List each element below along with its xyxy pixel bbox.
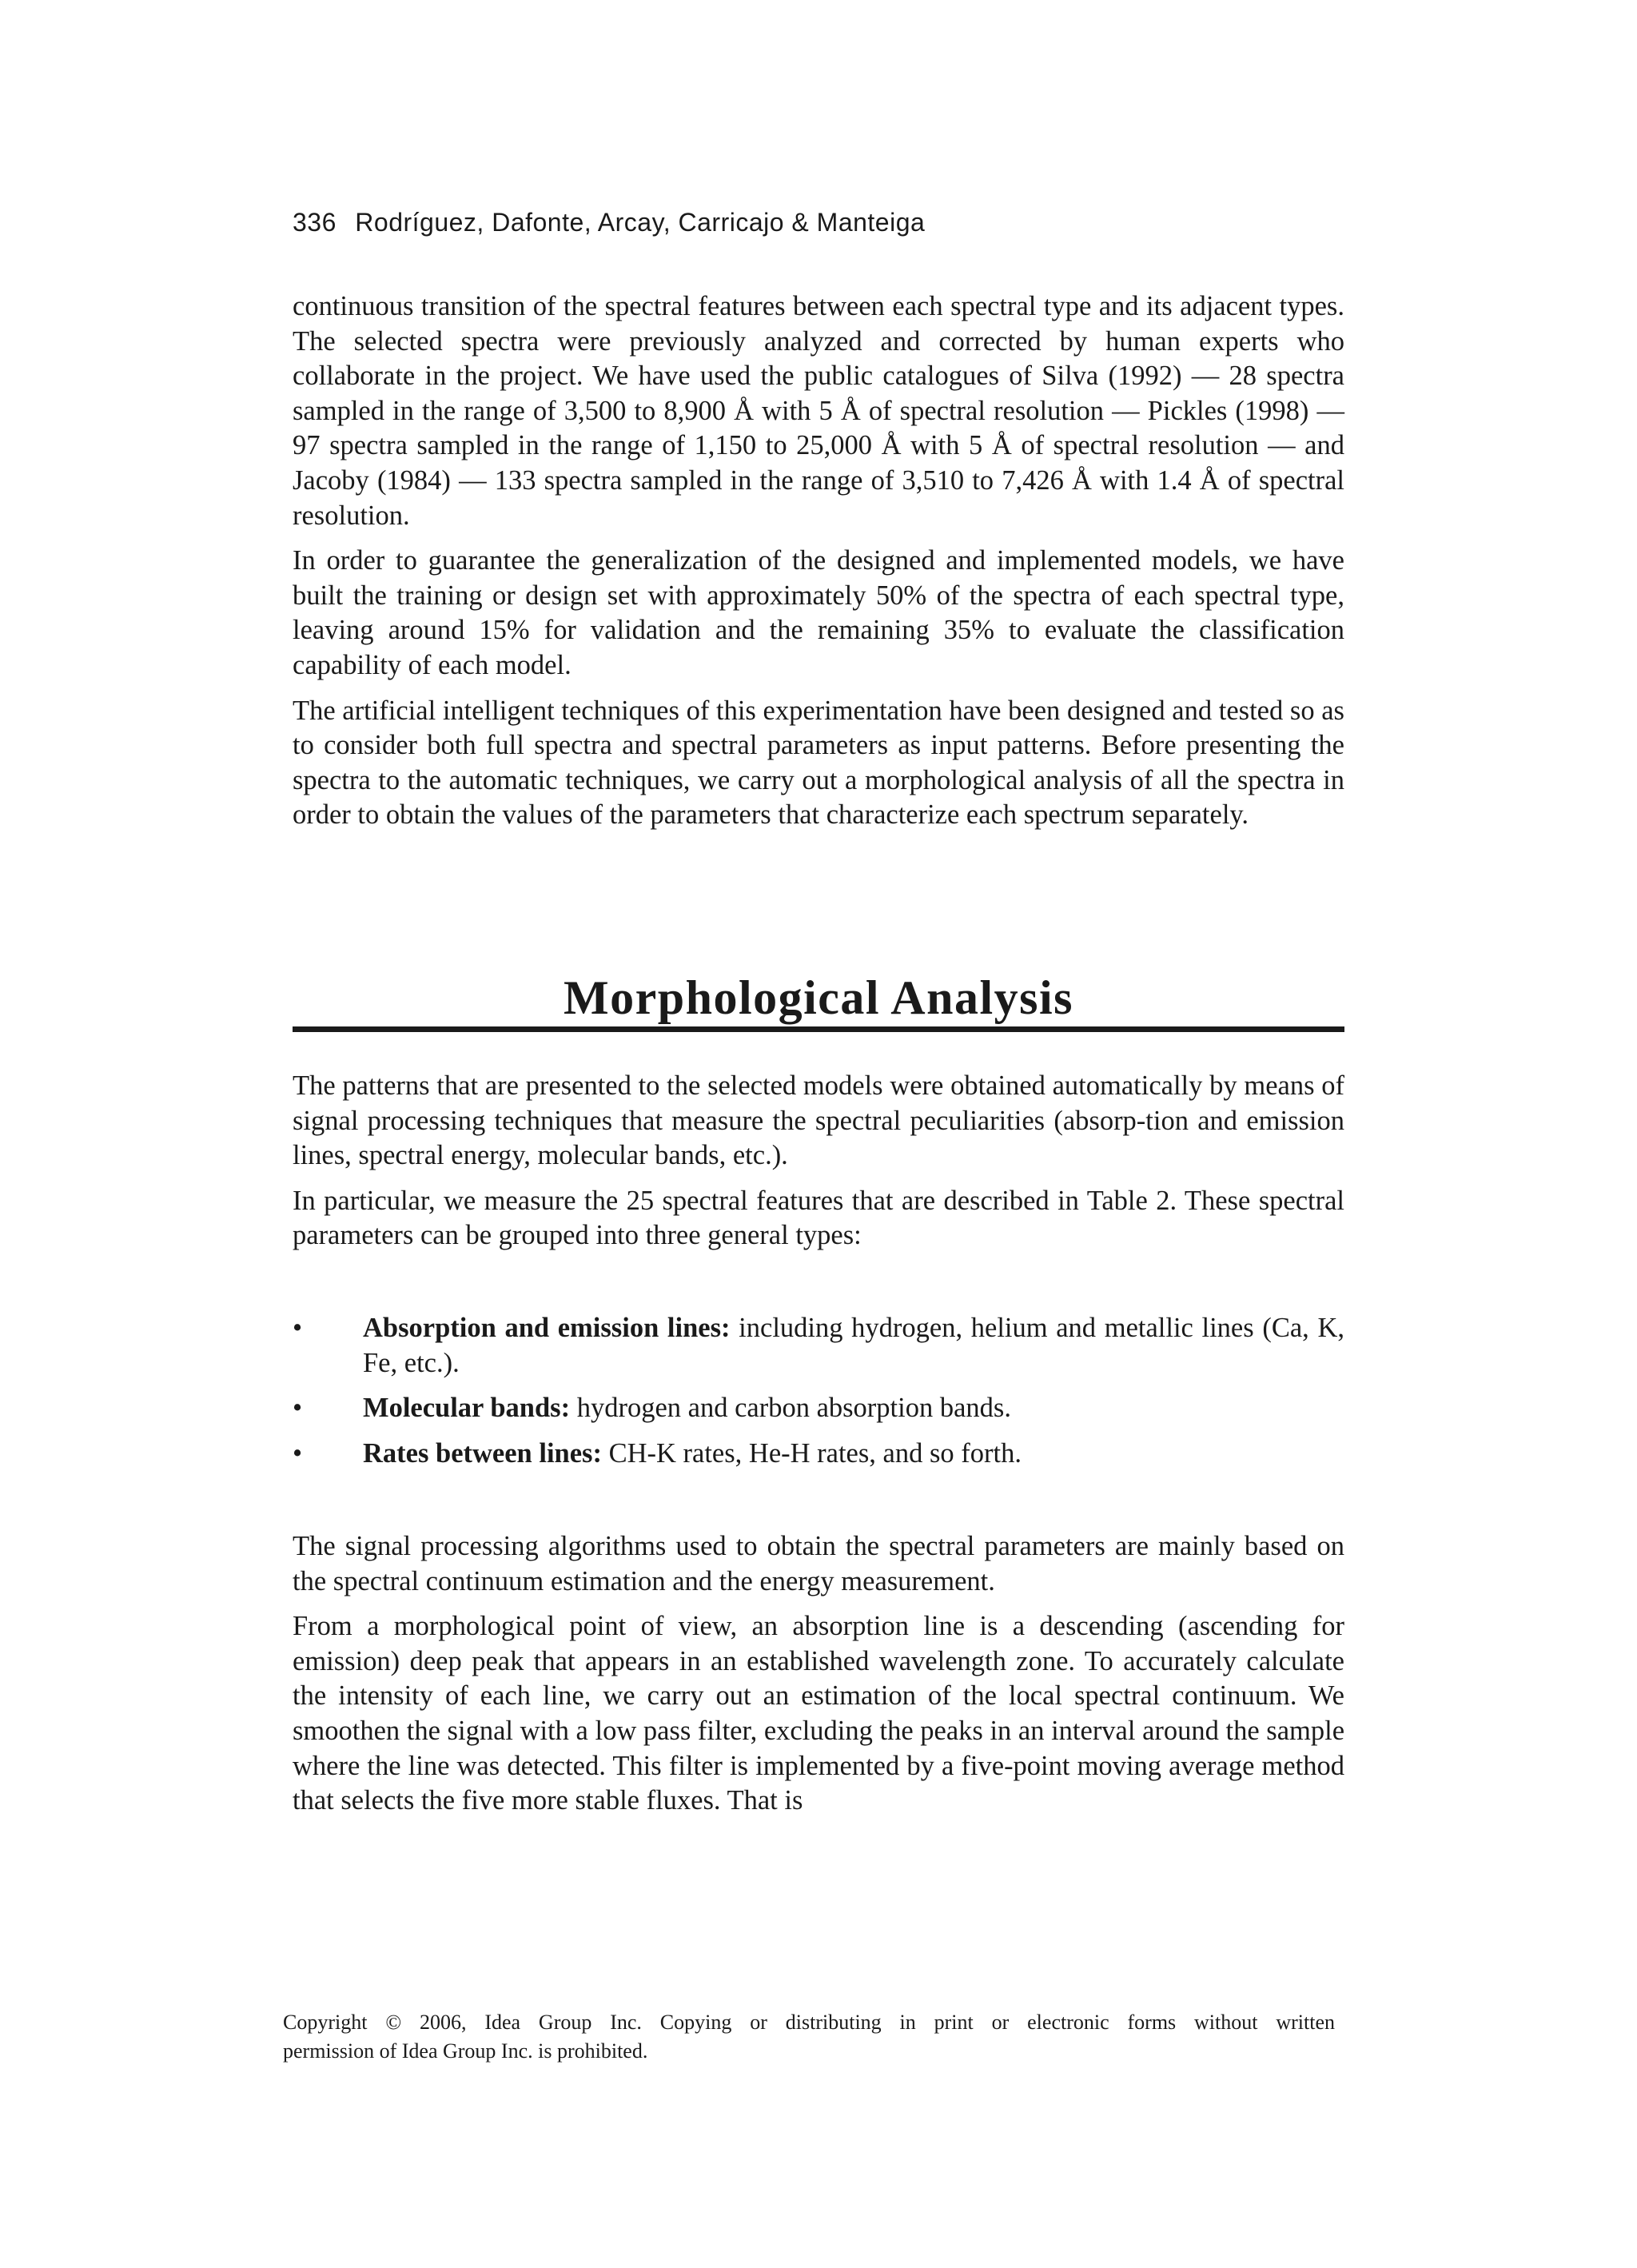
bullet-term: Molecular bands:: [363, 1393, 571, 1424]
paragraph: From a morphological point of view, an absorption line is a descending (ascending for emission) deep peak that appears in an established wavelength zone. To accurately calculate the intensity of each line, we carry out an estimation of the local spectral continuum. We smoothen the signal with a low pass filter, excluding the peaks in an interval around the sample where the line was detected. This filter is implemented by a five-point moving average method that selects the five more stable fluxes. That is: [293, 1611, 1345, 1816]
intro-text-block: [293, 289, 1344, 843]
paragraph: continuous transition of the spectral features between each spectral type and its adjacent types. The selected spectra were previously analyzed and corrected by human experts who collaborate in the project. We have used the public catalogues of Silva (1992) — 28 spectra sampled in the range of 3,500 to 8,900 Å with 5 Å of spectral resolution — Pickles (1998) — 97 spectra sampled in the range of 1,150 to 25,000 Å with 5 Å of spectral resolution — and Jacoby (1984) — 133 spectra sampled in the range of 3,510 to 7,426 Å with 1.4 Å of spectral resolution.: [293, 291, 1344, 531]
paragraph: The patterns that are presented to the selected models were obtained automatically by means of signal processing techniques that measure the spectral peculiarities (absorp-tion and emission lines, spectral energy, molecular bands, etc.).: [293, 1070, 1344, 1171]
paragraph: In order to guarantee the generalization of the designed and implemented models, we have built the training or design set with approximately 50% of the spectra of each spectral type, leaving around 15% for validation and the remaining 35% to evaluate the classification capability of each model.: [293, 545, 1344, 680]
closing-text-block: [293, 1529, 1344, 1829]
page-number: 336: [293, 208, 337, 237]
bullet-symbol: •: [293, 1313, 303, 1343]
bullet-symbol: •: [293, 1437, 303, 1469]
paragraph: The artificial intelligent techniques of this experimentation have been designed and tested so as to consider both full spectra and spectral parameters as input patterns. Before presenting the spectra to the automatic techniques, we carry out a morphological analysis of all the spectra in order to obtain the values of the parameters that characterize each spectrum separately.: [293, 695, 1344, 831]
bullet-text: including hydrogen, helium and metallic lines (Ca, K, Fe, etc.).: [363, 1313, 1344, 1378]
copyright-line-2: permission of Idea Group Inc. is prohibited.: [283, 2039, 648, 2063]
bullet-text: CH-K rates, He-H rates, and so forth.: [601, 1437, 1022, 1469]
bullet-item: [293, 1391, 1344, 1426]
bullet-item: [293, 1437, 1344, 1472]
heading-underline-rule: [293, 1026, 1344, 1032]
bullet-text: hydrogen and carbon absorption bands.: [570, 1393, 1011, 1424]
copyright-line-1: Copyright © 2006, Idea Group Inc. Copying or distributing in print or electronic forms without written: [283, 2011, 1335, 2034]
running-head-authors: Rodríguez, Dafonte, Arcay, Carricajo & Manteiga: [355, 208, 926, 237]
bullet-term: Rates between lines:: [363, 1437, 602, 1469]
bullet-list: [293, 1311, 1344, 1481]
bullet-symbol: •: [293, 1393, 303, 1424]
bullet-item: [293, 1311, 1344, 1381]
section-intro-text-block: [293, 1069, 1344, 1264]
running-head: [293, 208, 925, 237]
copyright-footer: [283, 2008, 1335, 2066]
bullet-term: Absorption and emission lines:: [363, 1313, 731, 1343]
section-heading: Morphological Analysis: [563, 971, 1074, 1024]
paragraph: The signal processing algorithms used to obtain the spectral parameters are mainly based on the spectral continuum estimation and the energy measurement.: [293, 1531, 1344, 1596]
paragraph: In particular, we measure the 25 spectral features that are described in Table 2. These spectral parameters can be grouped into three general types:: [293, 1185, 1344, 1251]
